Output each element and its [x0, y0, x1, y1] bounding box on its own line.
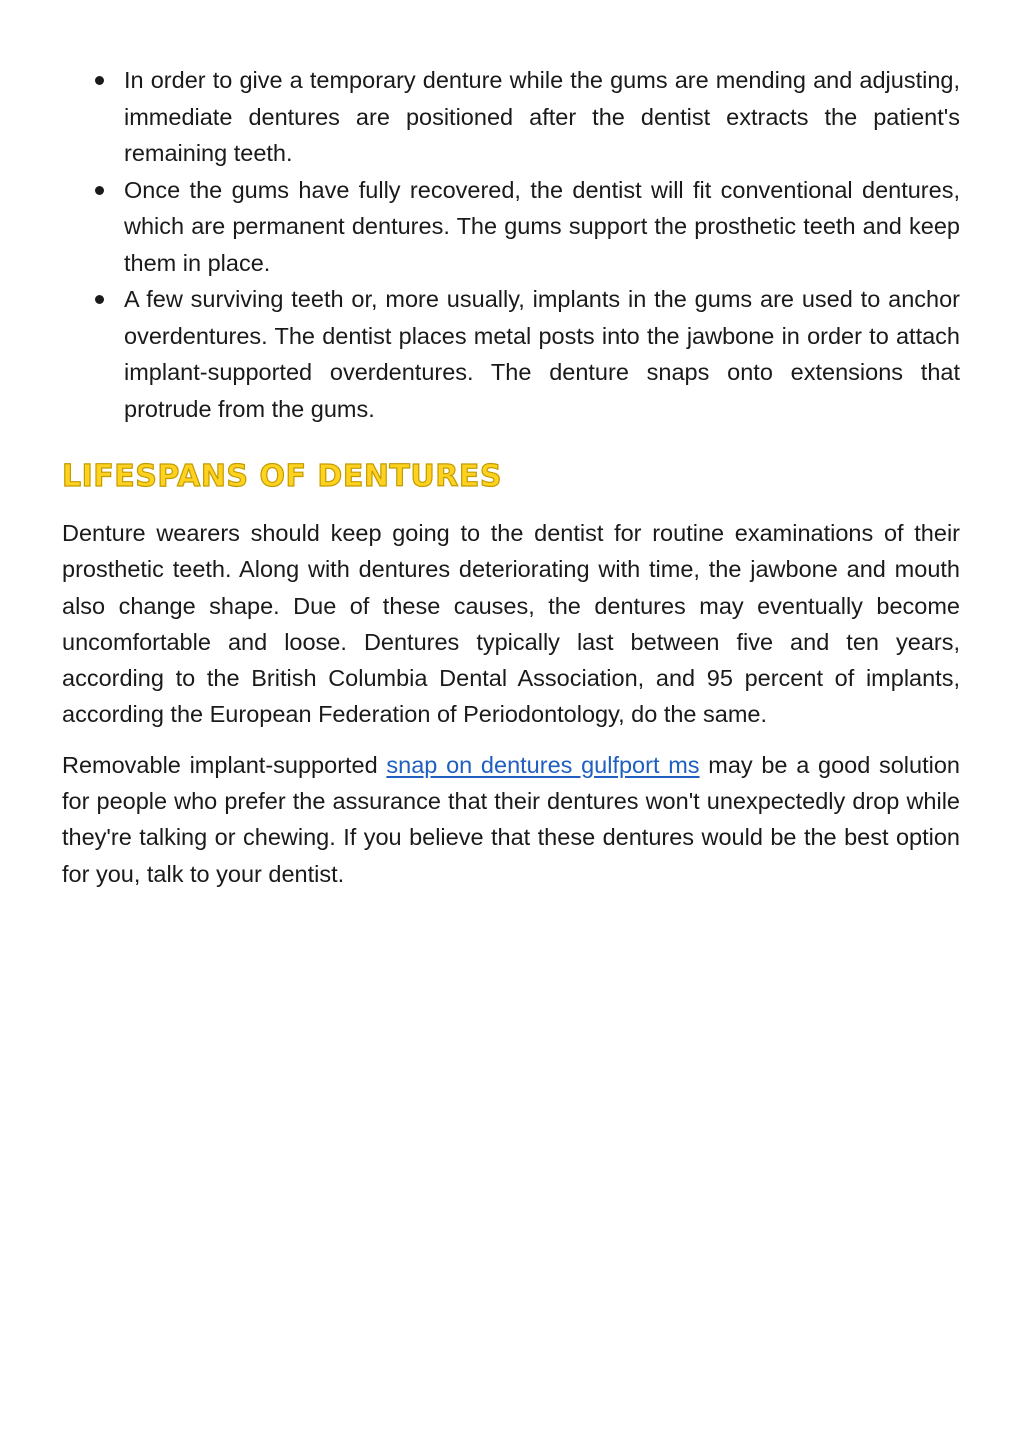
paragraph-text-after-link: may be a good solution for people who prefer the assurance that their dentures won't unexpectedly drop while they're talking or chewing. If you believe that these dentures would be the best option for you, talk to your dentist.	[62, 751, 960, 887]
bullet-dot-icon	[95, 186, 104, 195]
bullet-dot-icon	[95, 295, 104, 304]
bullet-text: Once the gums have fully recovered, the dentist will fit conventional dentures, which are permanent dentures. The gums support the prosthetic teeth and keep them in place.	[124, 176, 960, 276]
snap-on-paragraph	[62, 747, 960, 892]
section-heading: LIFESPANS OF DENTURES	[62, 459, 502, 494]
list-item	[62, 281, 960, 427]
document-page	[62, 62, 960, 906]
snap-on-dentures-link[interactable]: snap on dentures gulfport ms	[386, 751, 700, 778]
list-item	[62, 172, 960, 282]
bullet-text: In order to give a temporary denture while the gums are mending and adjusting, immediate dentures are positioned after the dentist extracts the patient's remaining teeth.	[124, 67, 960, 166]
bullet-list	[62, 62, 960, 427]
bullet-dot-icon	[95, 76, 104, 85]
list-item	[62, 62, 960, 172]
bullet-text: A few surviving teeth or, more usually, implants in the gums are used to anchor overdentures. The dentist places metal posts into the jawbone in order to attach implant-supported overdentures. The denture snaps onto extensions that protrude from the gums.	[124, 286, 960, 422]
lifespan-paragraph: Denture wearers should keep going to the dentist for routine examinations of their prosthetic teeth. Along with dentures deteriorating with time, the jawbone and mouth also change shape. Due of these causes, the dentures may eventually become uncomfortable and loose. Dentures typically last between five and ten years, according to the British Columbia Dental Association, and 95 percent of implants, according the European Federation of Periodontology, do the same.	[62, 520, 960, 728]
paragraph-text-before-link: Removable implant-supported	[62, 751, 387, 778]
